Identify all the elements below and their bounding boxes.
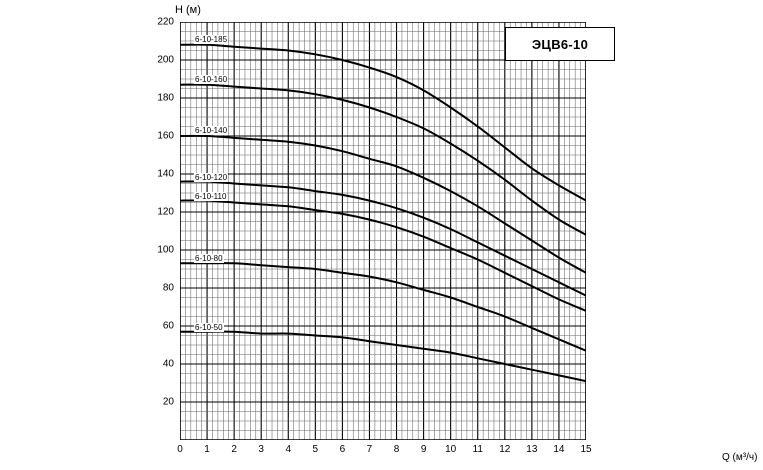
curve-label-6-10-110: 6-10-110: [195, 191, 227, 201]
curve-label-6-10-120: 6-10-120: [195, 172, 228, 182]
curve-label-6-10-185: 6-10-185: [195, 34, 228, 44]
x-tick-label: 0: [177, 444, 183, 455]
x-tick-label: 5: [312, 444, 319, 455]
x-tick-label: 13: [526, 444, 538, 455]
y-tick-label: 20: [162, 396, 174, 408]
x-tick-label: 8: [393, 444, 400, 455]
x-tick-label: 9: [420, 444, 427, 455]
y-axis-title: H (м): [175, 4, 201, 16]
x-tick-label: 1: [204, 444, 210, 455]
x-tick-label: 6: [339, 444, 346, 455]
curve-6-10-110: [180, 200, 586, 310]
x-tick-label: 2: [231, 444, 237, 455]
y-tick-label: 60: [162, 320, 174, 332]
x-axis-title: Q (м³/ч): [722, 452, 758, 463]
x-tick-label: 12: [499, 444, 511, 455]
curve-6-10-160: [180, 85, 586, 235]
y-tick-label: 220: [157, 16, 174, 28]
y-tick-label: 140: [157, 168, 174, 180]
curve-6-10-80: [180, 263, 586, 351]
curve-label-6-10-160: 6-10-160: [195, 74, 228, 84]
y-tick-label: 200: [157, 54, 174, 66]
y-tick-label: 120: [157, 206, 174, 218]
y-tick-label: 160: [157, 130, 174, 142]
curve-6-10-50: [180, 332, 586, 382]
legend-box: [505, 27, 615, 61]
plot-area: [180, 22, 589, 440]
x-tick-label: 7: [366, 444, 373, 455]
curve-label-6-10-80: 6-10-80: [195, 254, 223, 264]
x-tick-label: 15: [580, 444, 592, 455]
x-tick-label: 14: [553, 444, 565, 455]
curve-6-10-185: [180, 45, 586, 201]
curve-label-6-10-50: 6-10-50: [195, 322, 223, 332]
x-tick-label: 3: [258, 444, 264, 455]
y-tick-label: 40: [162, 358, 174, 370]
curve-label-6-10-140: 6-10-140: [195, 126, 228, 135]
legend-title: ЭЦВ6-10: [531, 36, 589, 52]
y-tick-label: 80: [162, 282, 174, 294]
curves-layer: [180, 22, 589, 440]
y-tick-label: 100: [157, 244, 174, 256]
x-tick-label: 4: [285, 444, 292, 455]
x-tick-label: 10: [445, 444, 457, 455]
y-tick-label: 180: [157, 92, 174, 104]
x-tick-label: 11: [472, 444, 483, 455]
